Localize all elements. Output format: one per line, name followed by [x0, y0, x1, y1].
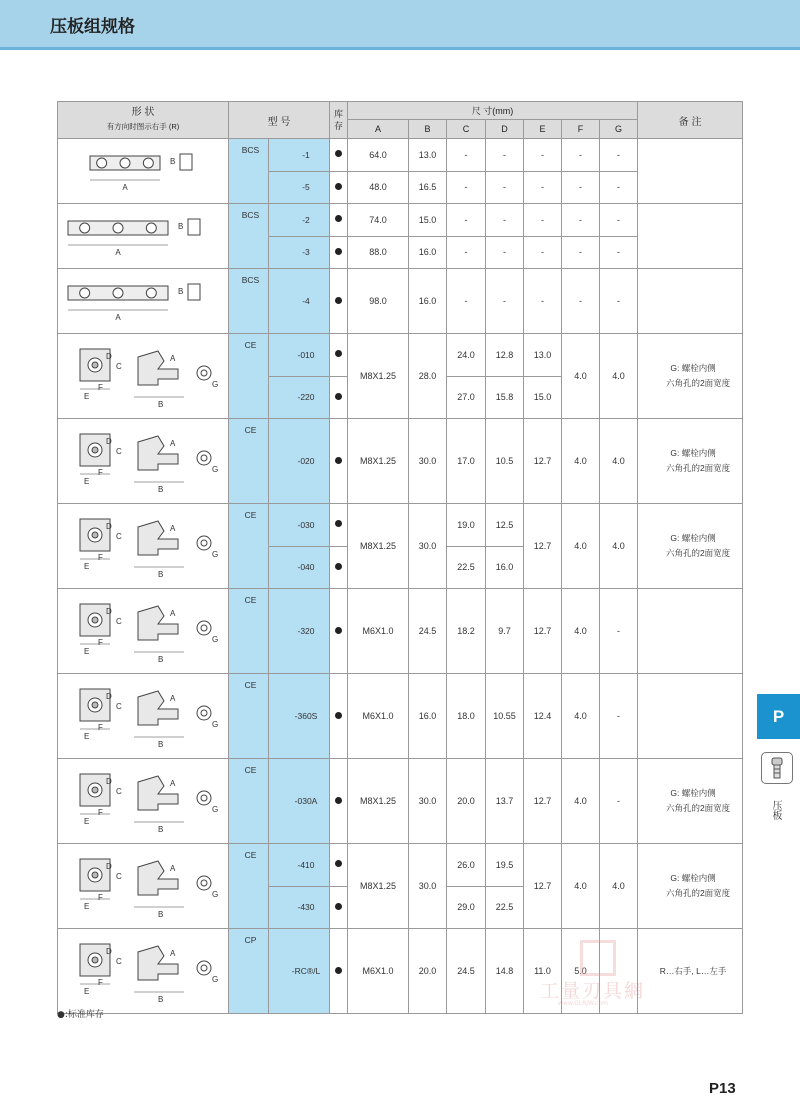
dim-c: - [447, 171, 486, 204]
dim-b: 30.0 [409, 419, 447, 504]
svg-text:C: C [116, 702, 122, 711]
dim-b: 13.0 [409, 139, 447, 172]
remark-line-2: 六角孔的2面宽度 [665, 378, 731, 388]
clamp-drawing-7 [58, 589, 229, 671]
dim-e: 15.0 [524, 376, 562, 419]
clamp-drawing-6 [58, 504, 229, 586]
stock-dot-icon [335, 215, 342, 222]
remark [638, 844, 743, 929]
svg-text:E: E [84, 647, 90, 656]
stock-dot-icon [335, 903, 342, 910]
dim-a: 48.0 [348, 171, 409, 204]
remark-line-1: G: 螺栓内侧 [670, 363, 716, 373]
svg-text:G: G [212, 805, 219, 814]
svg-text:B: B [178, 222, 184, 231]
svg-text:A: A [170, 354, 176, 363]
stock-indicator [330, 759, 348, 844]
svg-text:F: F [98, 553, 103, 562]
dim-c: 18.0 [447, 674, 486, 759]
dim-c: 27.0 [447, 376, 486, 419]
stock-dot-icon [335, 860, 342, 867]
shape-drawing [58, 504, 229, 589]
svg-text:F: F [98, 468, 103, 477]
svg-text:C: C [116, 872, 122, 881]
svg-text:G: G [212, 720, 219, 729]
svg-text:A: A [170, 439, 176, 448]
stock-indicator [330, 376, 348, 419]
model-variant: -410 [269, 844, 330, 887]
dim-a: M8X1.25 [348, 504, 409, 589]
stock-indicator [330, 546, 348, 589]
dim-d: 10.5 [486, 419, 524, 504]
svg-text:D: D [106, 862, 112, 871]
stock-dot-icon [335, 150, 342, 157]
header-shape-sub: 有方向时图示右手 (R) [106, 122, 180, 131]
svg-text:A: A [170, 864, 176, 873]
remark [638, 269, 743, 334]
model-variant: -3 [269, 236, 330, 269]
svg-text:F: F [98, 638, 103, 647]
page-header [0, 0, 800, 50]
col-header-a: A [348, 120, 409, 139]
svg-text:B: B [158, 655, 164, 664]
clamp-drawing-10 [58, 844, 229, 926]
table-row [58, 334, 743, 377]
dim-b: 30.0 [409, 504, 447, 589]
side-tab-p[interactable]: P [757, 694, 800, 739]
model-variant: -5 [269, 171, 330, 204]
svg-text:F: F [98, 893, 103, 902]
model-code: BCS [229, 139, 269, 204]
svg-text:B: B [158, 570, 164, 579]
clamp-bolt-icon [761, 752, 793, 784]
model-code: CE [229, 504, 269, 589]
dim-e: 12.4 [524, 674, 562, 759]
dim-d: 14.8 [486, 929, 524, 1014]
dim-a: M8X1.25 [348, 844, 409, 929]
dim-b: 30.0 [409, 844, 447, 929]
shape-drawing [58, 674, 229, 759]
dim-g: 4.0 [600, 334, 638, 419]
dim-b: 16.0 [409, 269, 447, 334]
remark-line-2: 六角孔的2面宽度 [665, 463, 731, 473]
dim-g: - [600, 171, 638, 204]
clamp-drawing-2 [58, 204, 229, 266]
stock-indicator [330, 929, 348, 1014]
svg-text:B: B [158, 910, 164, 919]
svg-text:F: F [98, 383, 103, 392]
stock-dot-icon [335, 563, 342, 570]
svg-text:G: G [212, 890, 219, 899]
dim-e: - [524, 139, 562, 172]
dim-d: 15.8 [486, 376, 524, 419]
svg-text:D: D [106, 522, 112, 531]
model-code: CE [229, 759, 269, 844]
dim-b: 16.0 [409, 674, 447, 759]
dim-c: 18.2 [447, 589, 486, 674]
stock-indicator [330, 589, 348, 674]
page-number: P13 [709, 1080, 736, 1097]
remark [638, 204, 743, 269]
header-model: 型 号 [229, 102, 330, 139]
header-dims: 尺 寸(mm) [348, 102, 638, 120]
svg-text:E: E [84, 562, 90, 571]
col-header-f: F [562, 120, 600, 139]
dim-g: 4.0 [600, 844, 638, 929]
svg-text:C: C [116, 532, 122, 541]
dim-g: - [600, 589, 638, 674]
shape-drawing [58, 334, 229, 419]
svg-text:E: E [84, 732, 90, 741]
dim-d: - [486, 269, 524, 334]
dim-e: - [524, 204, 562, 237]
model-variant: -4 [269, 269, 330, 334]
model-variant: -2 [269, 204, 330, 237]
dim-c: 17.0 [447, 419, 486, 504]
shape-drawing [58, 589, 229, 674]
shape-drawing [58, 269, 229, 334]
spec-table [57, 101, 743, 1014]
svg-text:F: F [98, 978, 103, 987]
remark [638, 589, 743, 674]
table-row [58, 674, 743, 759]
stock-dot-icon [335, 297, 342, 304]
side-tab-label: 压板 [770, 800, 781, 820]
svg-text:C: C [116, 787, 122, 796]
clamp-drawing-9 [58, 759, 229, 841]
stock-dot-icon [335, 350, 342, 357]
model-variant: -030 [269, 504, 330, 547]
dim-d: - [486, 171, 524, 204]
header-stock: 库存 [330, 102, 348, 139]
remark [638, 334, 743, 419]
remark-line-1: G: 螺栓内侧 [670, 873, 716, 883]
dim-a: M8X1.25 [348, 759, 409, 844]
dim-b: 28.0 [409, 334, 447, 419]
dim-e: 11.0 [524, 929, 562, 1014]
clamp-drawing-3 [58, 269, 229, 331]
shape-drawing [58, 419, 229, 504]
page-title: 压板组规格 [50, 17, 135, 37]
table-row [58, 504, 743, 547]
svg-text:D: D [106, 352, 112, 361]
svg-text:B: B [158, 485, 164, 494]
watermark-url: www.GLRJW.com [558, 1000, 608, 1007]
dim-c: 22.5 [447, 546, 486, 589]
clamp-drawing-1 [58, 139, 229, 201]
dim-c: 19.0 [447, 504, 486, 547]
dim-f: 4.0 [562, 504, 600, 589]
table-row [58, 139, 743, 172]
watermark-logo-icon [580, 940, 616, 976]
svg-text:C: C [116, 362, 122, 371]
model-code: CP [229, 929, 269, 1014]
svg-text:B: B [158, 400, 164, 409]
dim-b: 20.0 [409, 929, 447, 1014]
svg-text:F: F [98, 723, 103, 732]
remark [638, 674, 743, 759]
dim-b: 16.0 [409, 236, 447, 269]
svg-text:G: G [212, 550, 219, 559]
svg-text:B: B [158, 740, 164, 749]
remark [638, 419, 743, 504]
header-note: 备 注 [638, 102, 743, 139]
stock-indicator [330, 171, 348, 204]
table-row [58, 419, 743, 504]
dim-f: - [562, 171, 600, 204]
table-row [58, 759, 743, 844]
dim-g: 4.0 [600, 504, 638, 589]
dim-f: 4.0 [562, 674, 600, 759]
svg-text:C: C [116, 617, 122, 626]
table-row [58, 204, 743, 237]
svg-text:A: A [170, 949, 176, 958]
remark-line-1: R…右手, L…左手 [659, 965, 727, 976]
dim-e: 13.0 [524, 334, 562, 377]
dim-f: 4.0 [562, 419, 600, 504]
dim-f: 4.0 [562, 759, 600, 844]
dim-a: 98.0 [348, 269, 409, 334]
stock-dot-icon [335, 183, 342, 190]
dim-a: M6X1.0 [348, 589, 409, 674]
dim-f: - [562, 236, 600, 269]
dim-d: - [486, 236, 524, 269]
dim-f: 5.0 [562, 929, 600, 1014]
svg-text:A: A [170, 524, 176, 533]
stock-indicator [330, 236, 348, 269]
watermark [540, 940, 675, 1010]
stock-indicator [330, 674, 348, 759]
model-variant: -360S [269, 674, 330, 759]
svg-text:B: B [178, 287, 184, 296]
header-shape [58, 102, 229, 139]
dim-a: 74.0 [348, 204, 409, 237]
stock-dot-icon [335, 797, 342, 804]
dim-e: - [524, 171, 562, 204]
remark [638, 139, 743, 204]
shape-drawing [58, 844, 229, 929]
dim-c: - [447, 269, 486, 334]
dim-a: 88.0 [348, 236, 409, 269]
model-code: BCS [229, 269, 269, 334]
svg-text:E: E [84, 902, 90, 911]
svg-text:A: A [122, 183, 128, 192]
dim-e: 12.7 [524, 419, 562, 504]
stock-dot-icon [335, 712, 342, 719]
svg-text:B: B [158, 825, 164, 834]
dim-g: - [600, 204, 638, 237]
dim-d: 9.7 [486, 589, 524, 674]
clamp-drawing-11 [58, 929, 229, 1011]
dim-b: 24.5 [409, 589, 447, 674]
svg-text:A: A [170, 694, 176, 703]
dim-g: - [600, 674, 638, 759]
remark-line-2: 六角孔的2面宽度 [665, 548, 731, 558]
dim-g: - [600, 269, 638, 334]
dim-f: 4.0 [562, 844, 600, 929]
table-row [58, 269, 743, 334]
header-rule [0, 47, 800, 50]
model-code: CE [229, 844, 269, 929]
clamp-drawing-8 [58, 674, 229, 756]
svg-text:C: C [116, 957, 122, 966]
model-code: CE [229, 674, 269, 759]
dim-c: - [447, 139, 486, 172]
model-variant: -040 [269, 546, 330, 589]
svg-text:F: F [98, 808, 103, 817]
stock-indicator [330, 269, 348, 334]
dim-f: 4.0 [562, 589, 600, 674]
stock-indicator [330, 844, 348, 887]
dim-d: 13.7 [486, 759, 524, 844]
dim-d: 22.5 [486, 886, 524, 929]
dim-c: - [447, 204, 486, 237]
remark-line-1: G: 螺栓内侧 [670, 533, 716, 543]
col-header-b: B [409, 120, 447, 139]
stock-indicator [330, 504, 348, 547]
stock-dot-icon [335, 393, 342, 400]
stock-dot-icon [335, 248, 342, 255]
svg-text:D: D [106, 777, 112, 786]
svg-text:A: A [115, 313, 121, 322]
svg-text:B: B [170, 157, 176, 166]
dim-a: M6X1.0 [348, 929, 409, 1014]
dim-e: - [524, 236, 562, 269]
dim-b: 30.0 [409, 759, 447, 844]
dim-d: 10.55 [486, 674, 524, 759]
dim-b: 16.5 [409, 171, 447, 204]
dim-c: 24.5 [447, 929, 486, 1014]
svg-text:G: G [212, 465, 219, 474]
remark [638, 759, 743, 844]
dim-c: 26.0 [447, 844, 486, 887]
model-code: CE [229, 589, 269, 674]
svg-text:D: D [106, 692, 112, 701]
svg-text:A: A [170, 609, 176, 618]
shape-drawing [58, 759, 229, 844]
col-header-c: C [447, 120, 486, 139]
dim-a: M8X1.25 [348, 334, 409, 419]
dim-g: - [600, 759, 638, 844]
stock-legend: ●:标准库存 [57, 1010, 104, 1020]
dim-d: - [486, 139, 524, 172]
model-variant: -430 [269, 886, 330, 929]
stock-dot-icon [335, 457, 342, 464]
remark [638, 504, 743, 589]
stock-indicator [330, 204, 348, 237]
model-variant: -320 [269, 589, 330, 674]
dim-c: - [447, 236, 486, 269]
dim-c: 20.0 [447, 759, 486, 844]
model-code: BCS [229, 204, 269, 269]
svg-text:A: A [115, 248, 121, 257]
model-variant: -RC®/L [269, 929, 330, 1014]
dim-d: 12.8 [486, 334, 524, 377]
dim-e: 12.7 [524, 589, 562, 674]
dim-g: - [600, 236, 638, 269]
shape-drawing [58, 139, 229, 204]
dim-a: 64.0 [348, 139, 409, 172]
header-shape-label: 形 状 [131, 107, 155, 118]
svg-text:A: A [170, 779, 176, 788]
stock-indicator [330, 419, 348, 504]
dim-a: M8X1.25 [348, 419, 409, 504]
remark-line-2: 六角孔的2面宽度 [665, 803, 731, 813]
svg-text:E: E [84, 477, 90, 486]
stock-dot-icon [335, 627, 342, 634]
model-variant: -1 [269, 139, 330, 172]
dim-c: 24.0 [447, 334, 486, 377]
stock-dot-icon [335, 967, 342, 974]
svg-text:E: E [84, 817, 90, 826]
dim-g: - [600, 139, 638, 172]
stock-indicator [330, 886, 348, 929]
dim-b: 15.0 [409, 204, 447, 237]
svg-text:D: D [106, 437, 112, 446]
dim-e: - [524, 269, 562, 334]
table-row [58, 844, 743, 887]
dim-d: 12.5 [486, 504, 524, 547]
svg-text:D: D [106, 607, 112, 616]
svg-text:G: G [212, 975, 219, 984]
svg-text:B: B [158, 995, 164, 1004]
dim-e: 12.7 [524, 844, 562, 929]
svg-text:E: E [84, 392, 90, 401]
clamp-drawing-5 [58, 419, 229, 501]
svg-text:C: C [116, 447, 122, 456]
remark-line-1: G: 螺栓内侧 [670, 788, 716, 798]
remark-line-1: G: 螺栓内侧 [670, 448, 716, 458]
model-variant: -010 [269, 334, 330, 377]
shape-drawing [58, 204, 229, 269]
table-row [58, 589, 743, 674]
svg-text:G: G [212, 380, 219, 389]
col-header-d: D [486, 120, 524, 139]
model-variant: -220 [269, 376, 330, 419]
dim-a: M6X1.0 [348, 674, 409, 759]
dim-f: - [562, 204, 600, 237]
svg-text:E: E [84, 987, 90, 996]
dim-e: 12.7 [524, 759, 562, 844]
dim-g: 4.0 [600, 419, 638, 504]
shape-drawing [58, 929, 229, 1014]
model-code: CE [229, 419, 269, 504]
dim-d: 16.0 [486, 546, 524, 589]
col-header-g: G [600, 120, 638, 139]
stock-dot-icon [335, 520, 342, 527]
dim-d: 19.5 [486, 844, 524, 887]
dim-f: - [562, 269, 600, 334]
model-variant: -020 [269, 419, 330, 504]
dim-f: - [562, 139, 600, 172]
stock-indicator [330, 334, 348, 377]
stock-indicator [330, 139, 348, 172]
clamp-drawing-4 [58, 334, 229, 416]
dim-e: 12.7 [524, 504, 562, 589]
model-code: CE [229, 334, 269, 419]
svg-text:G: G [212, 635, 219, 644]
dim-c: 29.0 [447, 886, 486, 929]
dim-f: 4.0 [562, 334, 600, 419]
model-variant: -030A [269, 759, 330, 844]
watermark-text: 工量刃具網 [540, 980, 646, 1002]
dim-d: - [486, 204, 524, 237]
remark-line-2: 六角孔的2面宽度 [665, 888, 731, 898]
col-header-e: E [524, 120, 562, 139]
svg-text:D: D [106, 947, 112, 956]
